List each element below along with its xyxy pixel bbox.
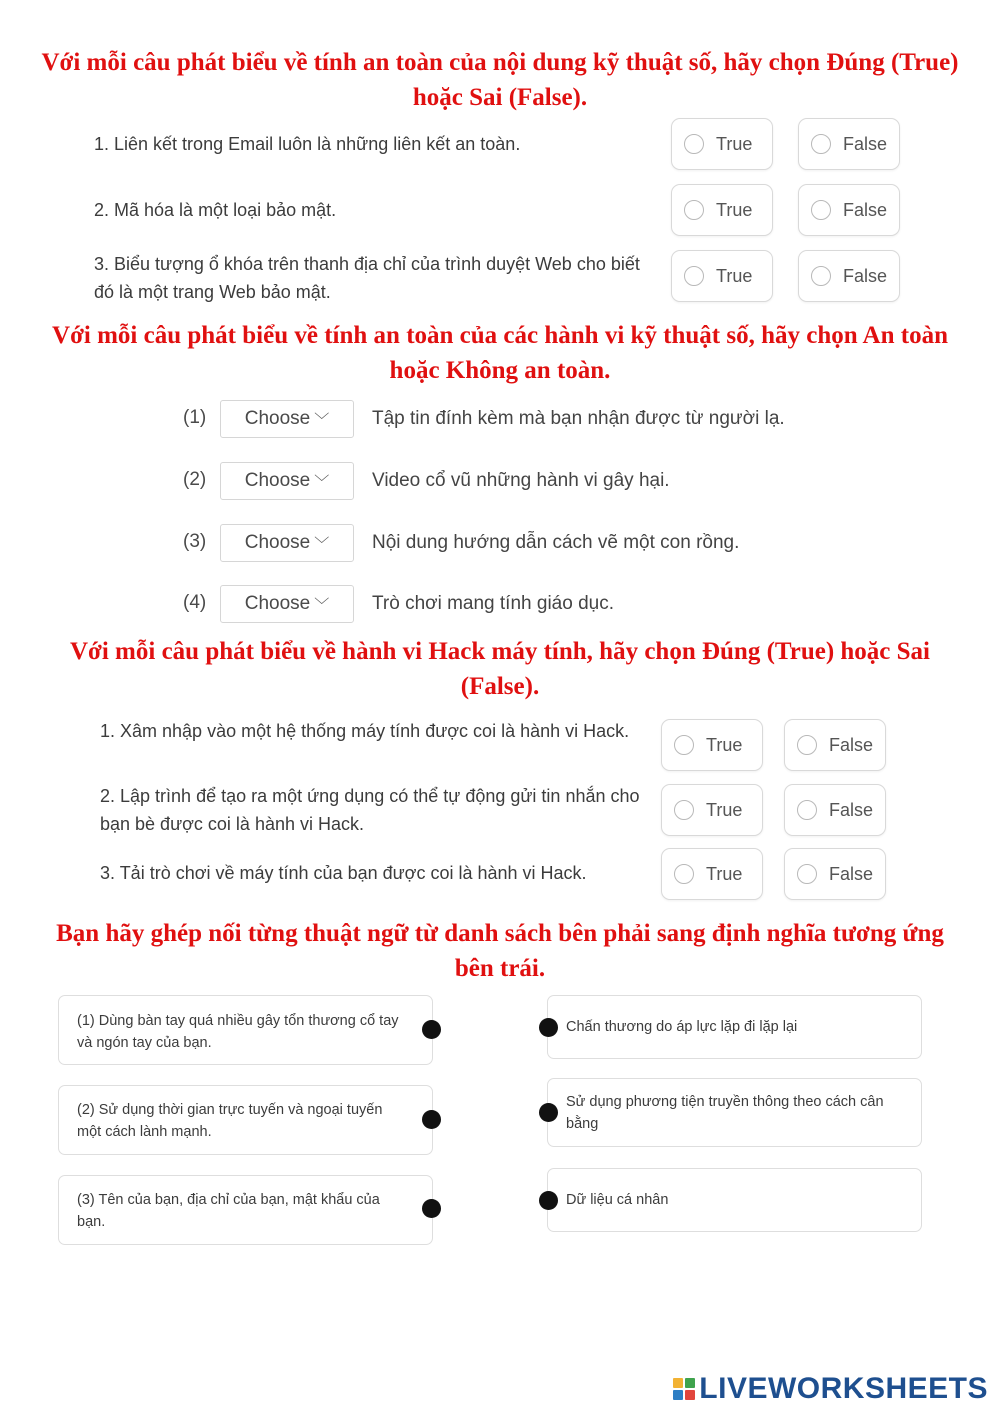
s3-q2-false-option[interactable]: False <box>784 784 886 836</box>
radio-icon <box>811 134 831 154</box>
section3-heading: Với mỗi câu phát biểu về hành vi Hack máy tính, hãy chọn Đúng (True) hoặc Sai (False). <box>69 638 931 700</box>
section2-heading: Với mỗi câu phát biểu về tính an toàn của các hành vi kỹ thuật số, hãy chọn An toàn hoặc Không an toàn. <box>52 322 948 384</box>
radio-icon <box>684 200 704 220</box>
radio-icon <box>797 735 817 755</box>
s1-q3-true-option[interactable]: True <box>671 250 773 302</box>
s3-question-3: 3. Tải trò chơi về máy tính của bạn được coi là hành vi Hack. <box>100 863 587 883</box>
radio-icon <box>684 134 704 154</box>
s2-item-4-select[interactable]: Choose ﹀ <box>220 585 354 623</box>
radio-icon <box>797 864 817 884</box>
chevron-down-icon: ﹀ <box>314 411 330 429</box>
s3-question-2: 2. Lập trình để tạo ra một ứng dụng có thể tự động gửi tin nhắn cho bạn bè được coi là hành vi Hack. <box>100 786 640 834</box>
match-left-box-1: (1) Dùng bàn tay quá nhiều gây tổn thương cổ tay và ngón tay của bạn. <box>58 995 433 1065</box>
match-left-dot-2[interactable] <box>422 1110 441 1129</box>
s2-item-number: (3) <box>183 531 207 552</box>
s1-q1-true-option[interactable]: True <box>671 118 773 170</box>
s2-item-number: (1) <box>183 407 207 428</box>
s1-question-3: 3. Biểu tượng ổ khóa trên thanh địa chỉ của trình duyệt Web cho biết đó là một trang Web bảo mật. <box>94 254 640 302</box>
s1-q2-true-option[interactable]: True <box>671 184 773 236</box>
section1-heading: Với mỗi câu phát biểu về tính an toàn của nội dung kỹ thuật số, hãy chọn Đúng (True) hoặc Sai (False). <box>41 49 959 111</box>
s2-item-1-text: Tập tin đính kèm mà bạn nhận được từ người lạ. <box>372 408 785 429</box>
match-right-box-1: Chấn thương do áp lực lặp đi lặp lại <box>547 995 922 1059</box>
match-left-box-3: (3) Tên của bạn, địa chỉ của bạn, mật khẩu của bạn. <box>58 1175 433 1245</box>
section4-heading: Bạn hãy ghép nối từng thuật ngữ từ danh sách bên phải sang định nghĩa tương ứng bên trái. <box>56 920 944 982</box>
logo-grid-icon <box>673 1378 695 1400</box>
radio-icon <box>674 864 694 884</box>
s2-item-3-text: Nội dung hướng dẫn cách vẽ một con rồng. <box>372 532 740 553</box>
match-right-dot-3[interactable] <box>539 1191 558 1210</box>
s1-q1-false-option[interactable]: False <box>798 118 900 170</box>
s2-item-2-select[interactable]: Choose ﹀ <box>220 462 354 500</box>
match-left-dot-3[interactable] <box>422 1199 441 1218</box>
s1-question-1: 1. Liên kết trong Email luôn là những liên kết an toàn. <box>94 134 521 154</box>
match-right-box-2: Sử dụng phương tiện truyền thông theo cách cân bằng <box>547 1078 922 1147</box>
s3-q1-true-option[interactable]: True <box>661 719 763 771</box>
s2-item-2-text: Video cổ vũ những hành vi gây hại. <box>372 470 670 491</box>
s3-q1-false-option[interactable]: False <box>784 719 886 771</box>
s2-item-3-select[interactable]: Choose ﹀ <box>220 524 354 562</box>
match-right-dot-1[interactable] <box>539 1018 558 1037</box>
match-right-box-3: Dữ liệu cá nhân <box>547 1168 922 1232</box>
radio-icon <box>684 266 704 286</box>
match-left-dot-1[interactable] <box>422 1020 441 1039</box>
s1-q2-false-option[interactable]: False <box>798 184 900 236</box>
chevron-down-icon: ﹀ <box>314 596 330 614</box>
radio-icon <box>811 266 831 286</box>
s3-q3-true-option[interactable]: True <box>661 848 763 900</box>
chevron-down-icon: ﹀ <box>314 473 330 491</box>
radio-icon <box>811 200 831 220</box>
chevron-down-icon: ﹀ <box>314 535 330 553</box>
radio-icon <box>797 800 817 820</box>
s1-q3-false-option[interactable]: False <box>798 250 900 302</box>
s3-q3-false-option[interactable]: False <box>784 848 886 900</box>
s1-question-2: 2. Mã hóa là một loại bảo mật. <box>94 200 337 220</box>
s2-item-number: (2) <box>183 469 207 490</box>
liveworksheets-logo[interactable]: LIVEWORKSHEETS <box>673 1372 988 1406</box>
match-left-box-2: (2) Sử dụng thời gian trực tuyến và ngoại tuyến một cách lành mạnh. <box>58 1085 433 1155</box>
s3-q2-true-option[interactable]: True <box>661 784 763 836</box>
s2-item-4-text: Trò chơi mang tính giáo dục. <box>372 593 614 614</box>
match-right-dot-2[interactable] <box>539 1103 558 1122</box>
s2-item-number: (4) <box>183 592 207 613</box>
s3-question-1: 1. Xâm nhập vào một hệ thống máy tính được coi là hành vi Hack. <box>100 721 630 741</box>
s2-item-1-select[interactable]: Choose ﹀ <box>220 400 354 438</box>
radio-icon <box>674 800 694 820</box>
radio-icon <box>674 735 694 755</box>
